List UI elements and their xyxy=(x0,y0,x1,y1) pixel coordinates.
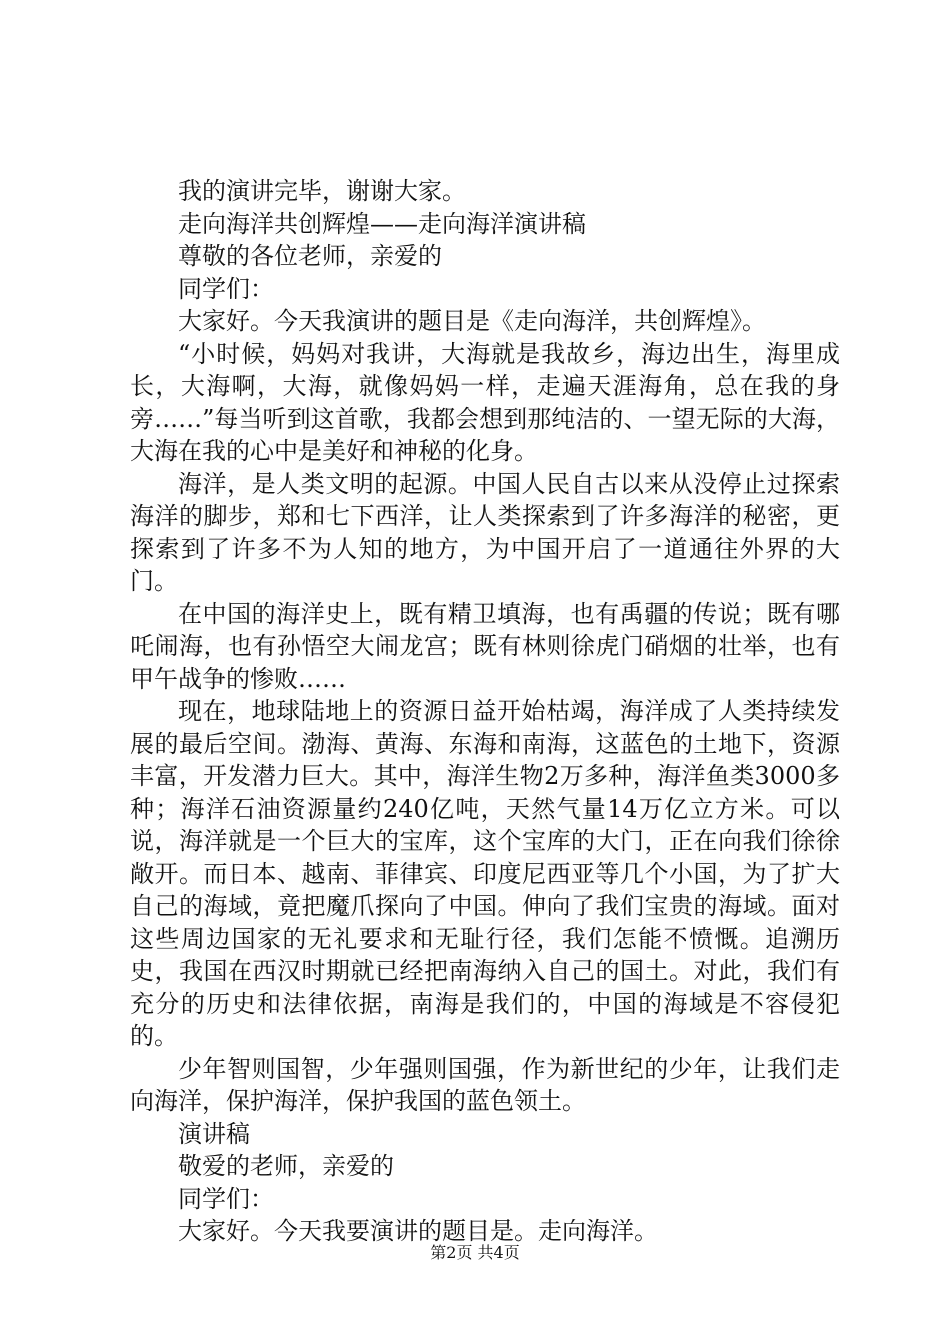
document-body xyxy=(130,175,840,1248)
closing-line: 我的演讲完毕，谢谢大家。 xyxy=(178,177,466,205)
paragraph: 现在，地球陆地上的资源日益开始枯竭，海洋成了人类持续发展的最后空间。渤海、黄海、东海和南海，这蓝色的土地下，资源丰富，开发潜力巨大。其中，海洋生物2万多种，海洋鱼类3000多种；海洋石油资源量约240亿吨，天然气量14万亿立方米。可以说，海洋就是一个巨大的宝库，这个宝库的大门，正在向我们徐徐敞开。而日本、越南、菲律宾、印度尼西亚等几个小国，为了扩大自己的海域，竟把魔爪探向了中国。伸向了我们宝贵的海域。面对这些周边国家的无礼要求和无耻行径，我们怎能不愤慨。追溯历史，我国在西汉时期就已经把南海纳入自己的国土。对此，我们有充分的历史和法律依据，南海是我们的，中国的海域是不容侵犯的。 xyxy=(130,697,840,1050)
paragraph: “小时候，妈妈对我讲，大海就是我故乡，海边出生，海里成长，大海啊，大海，就像妈妈一样，走遍天涯海角，总在我的身旁……”每当听到这首歌，我都会想到那纯洁的、一望无际的大海，大海在我的心中是美好和神秘的化身。 xyxy=(130,339,840,465)
salutation-line: 同学们： xyxy=(178,1184,274,1213)
greeting-line: 大家好。今天我要演讲的题目是。走向海洋。 xyxy=(178,1217,658,1245)
section-heading: 演讲稿 xyxy=(178,1119,250,1148)
page-number-footer: 第2页 共4页 xyxy=(430,1243,520,1262)
salutation-line: 同学们： xyxy=(178,274,274,303)
salutation-line: 尊敬的各位老师，亲爱的 xyxy=(178,242,442,270)
salutation-line: 敬爱的老师，亲爱的 xyxy=(178,1152,394,1180)
paragraph: 在中国的海洋史上，既有精卫填海，也有禹疆的传说；既有哪吒闹海，也有孙悟空大闹龙宫；既有林则徐虎门硝烟的壮举，也有甲午战争的惨败…… xyxy=(130,599,840,693)
paragraph: 少年智则国智，少年强则国强，作为新世纪的少年，让我们走向海洋，保护海洋，保护我国的蓝色领土。 xyxy=(130,1054,840,1115)
speech-title: 走向海洋共创辉煌——走向海洋演讲稿 xyxy=(178,209,586,238)
greeting-line: 大家好。今天我演讲的题目是《走向海洋，共创辉煌》。 xyxy=(178,307,766,335)
paragraph: 海洋，是人类文明的起源。中国人民自古以来从没停止过探索海洋的脚步，郑和七下西洋，让人类探索到了许多海洋的秘密，更探索到了许多不为人知的地方，为中国开启了一道通往外界的大门。 xyxy=(130,469,840,595)
